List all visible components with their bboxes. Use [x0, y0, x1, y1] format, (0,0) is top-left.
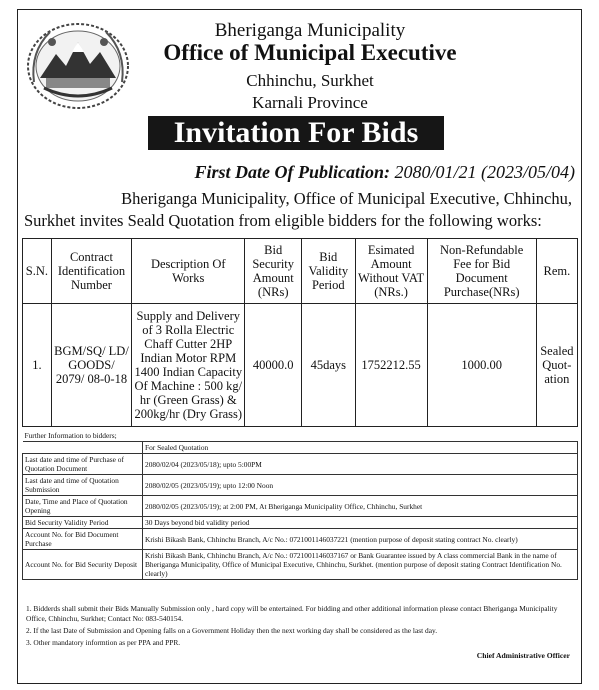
- cell-remarks: Sealed Quot- ation: [536, 304, 577, 427]
- office-name: Office of Municipal Executive: [163, 40, 457, 65]
- nepal-emblem-icon: [26, 22, 130, 110]
- table-row: [23, 304, 578, 427]
- cell-estimated-amount: 1752212.55: [355, 304, 427, 427]
- info-label: Account No. for Bid Security Deposit: [23, 550, 143, 580]
- info-value: Krishi Bikash Bank, Chhinchu Branch, A/c No.: 0721001146037167 or Bank Guarantee issued by A class commercial Bank in the name of Bheriganga Municipality, Office of Municipal Executive, Chhinchu, Surkhet. (mention purpose of deposit stating Contract Identification No. clearly): [143, 550, 578, 580]
- cell-bid-validity: 45days: [302, 304, 356, 427]
- notice-title: Invitation For Bids: [148, 116, 444, 150]
- notes-section: [26, 604, 574, 650]
- info-row: [23, 496, 578, 517]
- intro-line-1: Bheriganga Municipality, Office of Municipal Executive, Chhinchu,: [121, 189, 572, 208]
- info-value: 2080/02/05 (2023/05/19); upto 12:00 Noon: [143, 475, 578, 496]
- note-item: 1. Bidderds shall submit their Bids Manually Submission only , hard copy will be entertained. For bidding and other additional information please contact Bheriganga Municipality Office, Chhinchu, Surkhet; Contact No: 083-540154.: [26, 604, 558, 623]
- note-item: 2. If the last Date of Submission and Opening falls on a Government Holiday then the next working day shall be considered as the last day.: [26, 626, 438, 635]
- bid-table: [22, 238, 578, 427]
- header-document-fee: Non-Refundable Fee for Bid Document Purchase(NRs): [427, 239, 536, 304]
- info-value: 30 Days beyond bid validity period: [143, 517, 578, 529]
- info-row: [23, 529, 578, 550]
- signatory-title: Chief Administrative Officer: [476, 651, 570, 660]
- publication-date: [160, 162, 575, 183]
- info-label: Bid Security Validity Period: [23, 517, 143, 529]
- note-item: 3. Other mandatory informtion as per PPA and PPR.: [26, 638, 181, 647]
- info-row: [23, 517, 578, 529]
- publication-label: First Date Of Publication:: [194, 162, 390, 182]
- cell-bid-security: 40000.0: [245, 304, 302, 427]
- header-bid-validity: Bid Validity Period: [302, 239, 356, 304]
- header-remarks: Rem.: [536, 239, 577, 304]
- info-label: Account No. for Bid Document Purchase: [23, 529, 143, 550]
- info-label: Last date and time of Purchase of Quotation Document: [23, 454, 143, 475]
- header-sn: S.N.: [23, 239, 52, 304]
- info-label: Date, Time and Place of Quotation Opening: [23, 496, 143, 517]
- info-table: [22, 430, 578, 580]
- cell-description: Supply and Delivery of 3 Rolla Electric Chaff Cutter 2HP Indian Motor RPM 1400 Indian Capacity Of Machine : 500 kg/ hr (Green Grass) & 200kg/hr (Dry Grass): [132, 304, 245, 427]
- info-row: [23, 475, 578, 496]
- publication-value: 2080/01/21 (2023/05/04): [394, 162, 575, 182]
- municipality-name: Bheriganga Municipality: [214, 20, 406, 41]
- info-heading: Further Information to bidders;: [24, 431, 117, 440]
- cell-sn: 1.: [23, 304, 52, 427]
- info-row: [23, 454, 578, 475]
- header-estimated-amount: Esimated Amount Without VAT (NRs.): [355, 239, 427, 304]
- info-value: 2080/02/04 (2023/05/18); upto 5:00PM: [143, 454, 578, 475]
- cell-document-fee: 1000.00: [427, 304, 536, 427]
- header-description: Description Of Works: [132, 239, 245, 304]
- province-name: Karnali Province: [252, 93, 368, 112]
- info-subheading: For Sealed Quotation: [143, 442, 578, 454]
- header-contract: Contract Identification Number: [51, 239, 131, 304]
- info-subheading-row: [23, 442, 578, 454]
- table-header-row: [23, 239, 578, 304]
- cell-contract: BGM/SQ/ LD/ GOODS/ 2079/ 08-0-18: [51, 304, 131, 427]
- info-heading-row: [23, 430, 578, 442]
- intro-line-2: Surkhet invites Seald Quotation from eligible bidders for the following works:: [24, 211, 542, 230]
- info-value: Krishi Bikash Bank, Chhinchu Branch, A/c No.: 0721001146037221 (mention purpose of deposit stating contract No. clearly): [143, 529, 578, 550]
- header-bid-security: Bid Security Amount (NRs): [245, 239, 302, 304]
- office-location: Chhinchu, Surkhet: [246, 71, 374, 90]
- info-label: Last date and time of Quotation Submission: [23, 475, 143, 496]
- info-value: 2080/02/05 (2023/05/19); at 2:00 PM, At Bheriganga Municipality Office, Chhinchu, Surkhet: [143, 496, 578, 517]
- info-row: [23, 550, 578, 580]
- intro-paragraph: [24, 188, 572, 232]
